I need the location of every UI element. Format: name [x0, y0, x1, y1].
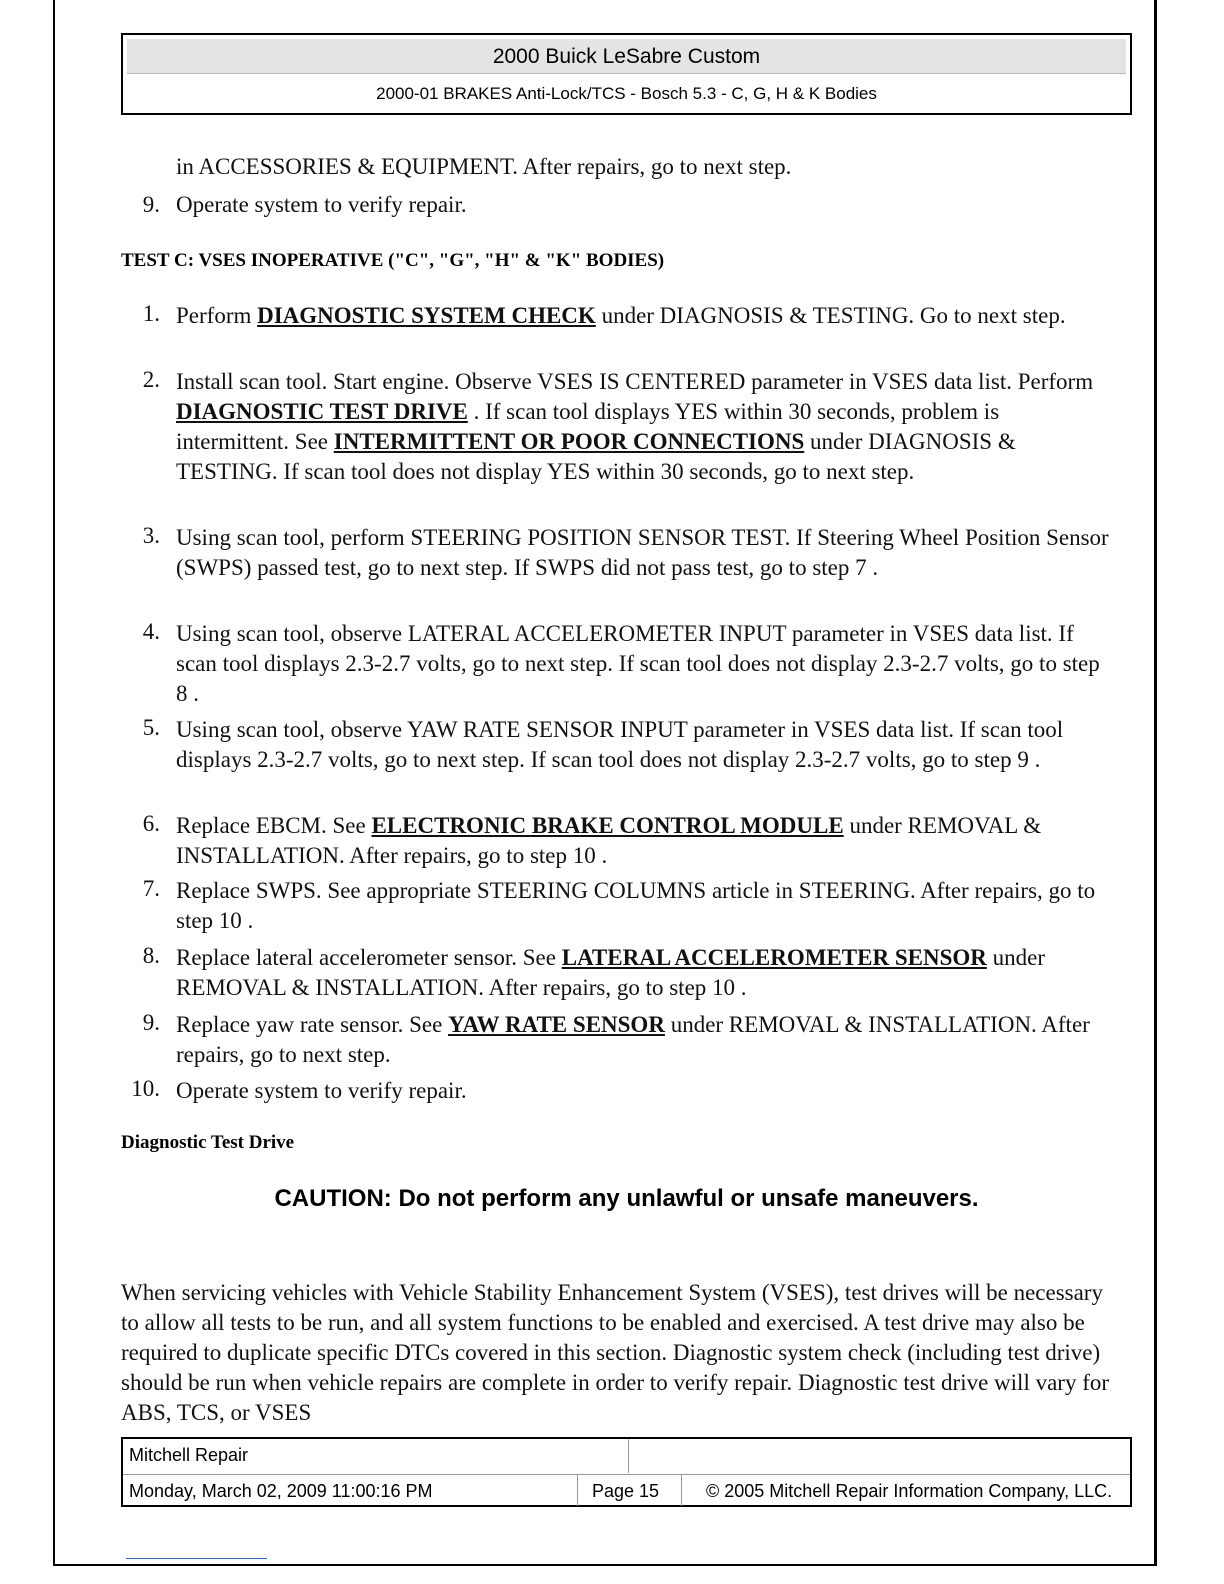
- step-number: 1.: [142, 301, 160, 326]
- step-text: Operate system to verify repair.: [176, 192, 467, 217]
- step-text: . If scan tool displays YES within 30 seconds, problem is intermittent. See: [176, 399, 1000, 454]
- list-item: Replace SWPS. See appropriate STEERING COLUMNS article in STEERING. After repairs, go to step 10 .: [176, 878, 1096, 933]
- step-text: Install scan tool. Start engine. Observe VSES IS CENTERED parameter in VSES data list. Perform: [176, 369, 1094, 394]
- step-text: under DIAGNOSIS & TESTING. Go to next step.: [595, 303, 1066, 328]
- step-text: under REMOVAL & INSTALLATION. After repairs, go to step 10 .: [176, 945, 1045, 1000]
- divider: [126, 1558, 267, 1559]
- step-number: 10.: [131, 1076, 160, 1101]
- step-number: 8.: [142, 943, 160, 968]
- link-diagnostic-system-check[interactable]: DIAGNOSTIC SYSTEM CHECK: [257, 303, 596, 328]
- header-subtitle: 2000-01 BRAKES Anti-Lock/TCS - Bosch 5.3 - C, G, H & K Bodies: [376, 84, 877, 103]
- list-item: [176, 811, 1116, 871]
- footer-copyright: © 2005 Mitchell Repair Information Company, LLC.: [706, 1481, 1113, 1501]
- step-number: 7.: [142, 876, 160, 901]
- step-number: 4.: [142, 619, 160, 644]
- step-number: 3.: [142, 523, 160, 548]
- step-number: 9.: [142, 1010, 160, 1035]
- list-item: Using scan tool, perform STEERING POSITION SENSOR TEST. If Steering Wheel Position Sensor (SWPS) passed test, go to next step. If SWPS did not pass test, go to step 7 .: [176, 525, 1109, 580]
- list-item: [176, 943, 1116, 1003]
- step-text: under REMOVAL & INSTALLATION. After repairs, go to step 10 .: [176, 813, 1042, 868]
- document-header: [121, 33, 1132, 115]
- step-text: under REMOVAL & INSTALLATION. After repairs, go to next step.: [176, 1012, 1090, 1067]
- link-intermittent-or-poor-connections[interactable]: INTERMITTENT OR POOR CONNECTIONS: [333, 429, 805, 454]
- list-item: [176, 367, 1116, 487]
- footer-page: Page 15: [578, 1475, 682, 1506]
- continuation-line: in ACCESSORIES & EQUIPMENT. After repairs, go to next step.: [176, 154, 792, 179]
- step-text: Replace EBCM. See: [176, 813, 372, 838]
- link-diagnostic-test-drive[interactable]: DIAGNOSTIC TEST DRIVE: [176, 399, 468, 424]
- step-text: Replace lateral accelerometer sensor. See: [176, 945, 562, 970]
- list-item: Operate system to verify repair.: [176, 1078, 467, 1103]
- list-item: Using scan tool, observe YAW RATE SENSOR INPUT parameter in VSES data list. If scan tool displays 2.3-2.7 volts, go to next step. If scan tool does not display 2.3-2.7 volts, go to step 9 .: [176, 717, 1064, 772]
- body-paragraph: When servicing vehicles with Vehicle Stability Enhancement System (VSES), test drives will be necessary to allow all tests to be run, and all system functions to be enabled and exercised. A test drive may also be required to duplicate specific DTCs covered in this section. Diagnostic system check (including test drive) should be run when vehicle repairs are complete in order to verify repair. Diagnostic test drive will vary for ABS, TCS, or VSES: [121, 1280, 1110, 1425]
- step-number: 6.: [142, 811, 160, 836]
- document-footer: [121, 1437, 1132, 1507]
- diagnostic-test-drive-heading: Diagnostic Test Drive: [121, 1132, 295, 1153]
- footer-brand: Mitchell Repair: [123, 1439, 629, 1473]
- footer-date: Monday, March 02, 2009 11:00:16 PM: [123, 1475, 578, 1506]
- step-number: 5.: [142, 715, 160, 740]
- link-yaw-rate-sensor[interactable]: YAW RATE SENSOR: [448, 1012, 665, 1037]
- list-item: Using scan tool, observe LATERAL ACCELEROMETER INPUT parameter in VSES data list. If scan tool displays 2.3-2.7 volts, go to next step. If scan tool does not display 2.3-2.7 volts, go to step 8 .: [176, 621, 1100, 706]
- test-c-heading: TEST C: VSES INOPERATIVE ("C", "G", "H" & "K" BODIES): [121, 250, 665, 271]
- caution-notice: CAUTION: Do not perform any unlawful or unsafe maneuvers.: [274, 1185, 979, 1212]
- step-text: under DIAGNOSIS & TESTING. If scan tool does not display YES within 30 seconds, go to next step.: [176, 429, 1016, 484]
- step-text: Perform: [176, 303, 258, 328]
- list-item: [176, 1010, 1116, 1070]
- header-title: 2000 Buick LeSabre Custom: [127, 39, 1126, 74]
- link-electronic-brake-control-module[interactable]: ELECTRONIC BRAKE CONTROL MODULE: [371, 813, 844, 838]
- step-number: 9.: [142, 192, 160, 217]
- list-item: [176, 301, 1116, 331]
- step-number: 2.: [142, 367, 160, 392]
- step-text: Replace yaw rate sensor. See: [176, 1012, 449, 1037]
- link-lateral-accelerometer-sensor[interactable]: LATERAL ACCELEROMETER SENSOR: [561, 945, 987, 970]
